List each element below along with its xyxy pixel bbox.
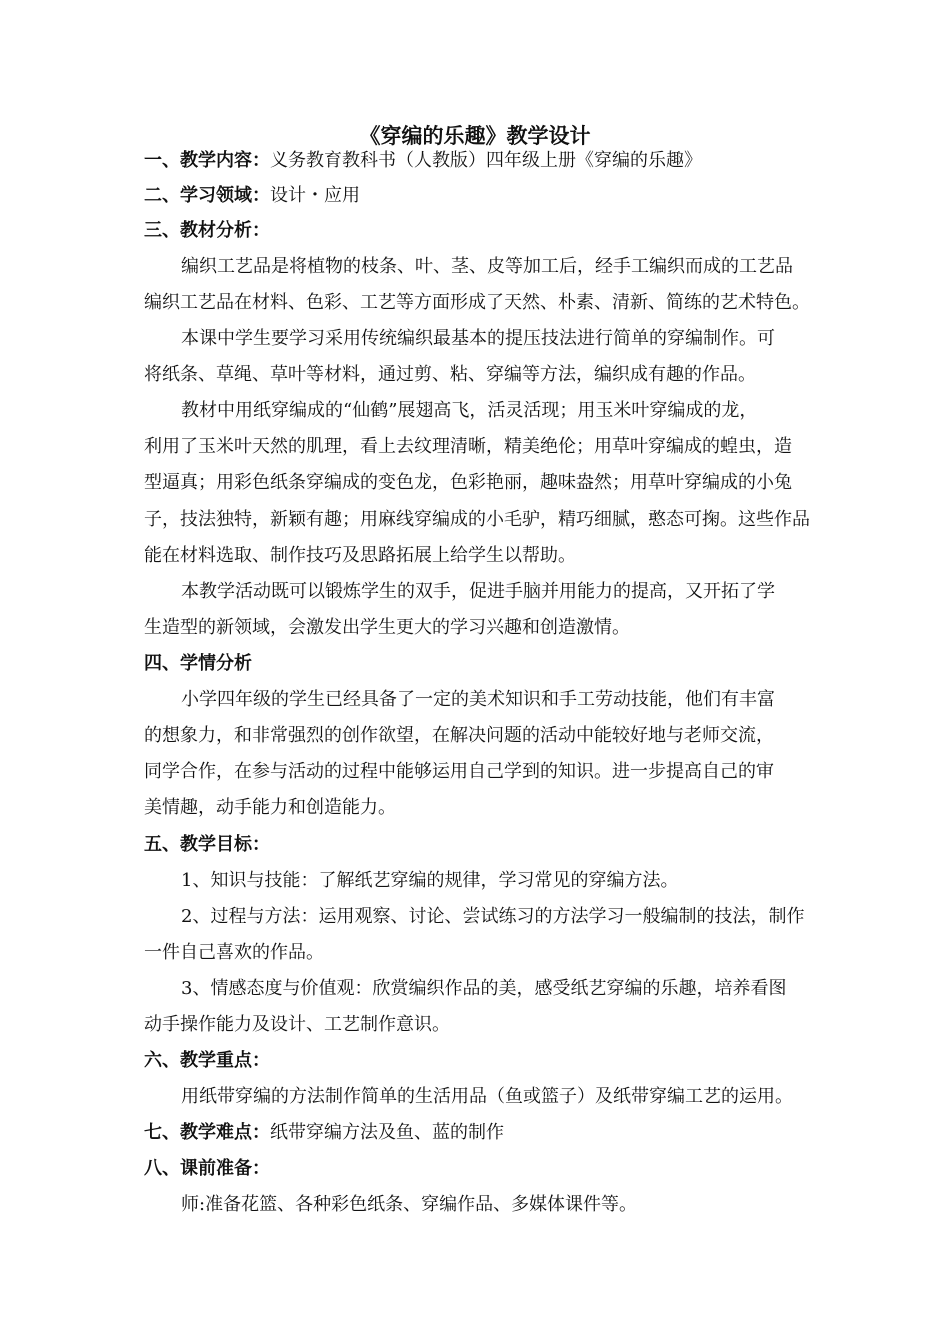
paragraph-line: 用纸带穿编的方法制作简单的生活用品（鱼或篮子）及纸带穿编工艺的运用。 xyxy=(181,1086,793,1107)
paragraph-line: 美情趣，动手能力和创造能力。 xyxy=(144,797,396,818)
section-label: 一、教学内容： xyxy=(144,150,270,171)
goal-line: 3、情感态度与价值观：欣赏编织作品的美，感受纸艺穿编的乐趣，培养看图 xyxy=(181,978,787,999)
goal-line: 1、知识与技能：了解纸艺穿编的规律，学习常见的穿编方法。 xyxy=(181,870,679,891)
paragraph-line: 能在材料选取、制作技巧及思路拓展上给学生以帮助。 xyxy=(144,545,576,566)
page-title: 《穿编的乐趣》教学设计 xyxy=(359,123,591,148)
paragraph-line: 同学合作，在参与活动的过程中能够运用自己学到的知识。进一步提高自己的审 xyxy=(144,761,774,782)
paragraph-line: 子，技法独特，新颖有趣；用麻线穿编成的小毛驴，精巧细腻，憨态可掬。这些作品 xyxy=(144,509,810,530)
paragraph-line: 编织工艺品在材料、色彩、工艺等方面形成了天然、朴素、清新、简练的艺术特色。 xyxy=(144,292,810,313)
paragraph-line: 编织工艺品是将植物的枝条、叶、茎、皮等加工后，经手工编织而成的工艺品 xyxy=(181,256,793,277)
paragraph-line: 教材中用纸穿编成的“仙鹤”展翅高飞，活灵活现；用玉米叶穿编成的龙， xyxy=(181,400,758,421)
paragraph-line: 本教学活动既可以锻炼学生的双手，促进手脑并用能力的提高，又开拓了学 xyxy=(181,581,775,602)
section-heading-key-points: 六、教学重点： xyxy=(144,1050,270,1071)
section-heading-teaching-goals: 五、教学目标： xyxy=(144,834,270,855)
paragraph-line: 将纸条、草绳、草叶等材料，通过剪、粘、穿编等方法，编织成有趣的作品。 xyxy=(144,364,756,385)
section-teaching-content xyxy=(144,146,844,176)
paragraph-line: 利用了玉米叶天然的肌理，看上去纹理清晰，精美绝伦；用草叶穿编成的蝗虫，造 xyxy=(144,436,792,457)
section-label: 七、教学难点： xyxy=(144,1122,270,1143)
goal-line: 一件自己喜欢的作品。 xyxy=(144,942,324,963)
paragraph-line: 的想象力，和非常强烈的创作欲望，在解决问题的活动中能较好地与老师交流， xyxy=(144,725,774,746)
goal-line: 动手操作能力及设计、工艺制作意识。 xyxy=(144,1014,450,1035)
section-value: 设计・应用 xyxy=(270,185,360,206)
section-heading-student-analysis: 四、学情分析 xyxy=(144,653,252,674)
goal-line: 2、过程与方法：运用观察、讨论、尝试练习的方法学习一般编制的技法，制作 xyxy=(181,906,805,927)
section-heading-material-analysis: 三、教材分析： xyxy=(144,220,270,241)
section-value: 纸带穿编方法及鱼、蓝的制作 xyxy=(270,1122,504,1143)
section-difficulties xyxy=(144,1118,844,1148)
paragraph-line: 型逼真；用彩色纸条穿编成的变色龙，色彩艳丽，趣味盎然；用草叶穿编成的小兔 xyxy=(144,472,792,493)
paragraph-line: 小学四年级的学生已经具备了一定的美术知识和手工劳动技能，他们有丰富 xyxy=(181,689,775,710)
section-heading-preparation: 八、课前准备： xyxy=(144,1158,270,1179)
paragraph-line: 生造型的新领域，会激发出学生更大的学习兴趣和创造激情。 xyxy=(144,617,630,638)
section-value: 义务教育教科书（人教版）四年级上册《穿编的乐趣》 xyxy=(270,150,702,171)
section-label: 二、学习领域： xyxy=(144,185,270,206)
paragraph-line: 本课中学生要学习采用传统编织最基本的提压技法进行简单的穿编制作。可 xyxy=(181,328,775,349)
paragraph-line: 师:准备花篮、各种彩色纸条、穿编作品、多媒体课件等。 xyxy=(181,1194,638,1215)
section-learning-domain xyxy=(144,181,844,211)
